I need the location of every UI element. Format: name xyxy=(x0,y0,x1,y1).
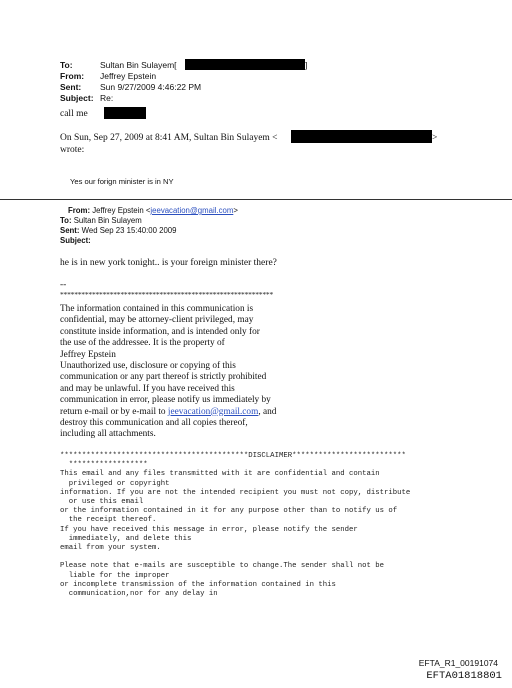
redaction-to-email xyxy=(185,59,308,70)
quote-intro-line: On Sun, Sep 27, 2009 at 8:41 AM, Sultan Bin Sulayem < xyxy=(60,133,278,143)
header2-from-value: Jeffrey Epstein < xyxy=(92,206,151,215)
notice-line: including all attachments. xyxy=(60,429,156,440)
disclaimer-line: communication,nor for any delay in xyxy=(60,590,218,599)
notice-line: constitute inside information, and is intended only for xyxy=(60,326,260,337)
disclaimer-line: information. If you are not the intended recipient you must not copy, distribute xyxy=(60,488,411,497)
notice-line: destroy this communication and all copies thereof, xyxy=(60,418,248,429)
disclaimer-line: Please note that e-mails are susceptible to change.The sender shall not be xyxy=(60,562,385,571)
from-value: Jeffrey Epstein xyxy=(100,71,157,81)
disclaimer-line: This email and any files transmitted with it are confidential and contain xyxy=(60,470,380,479)
footer-id-2: EFTA01818801 xyxy=(426,670,502,682)
from-label: From: xyxy=(60,71,85,81)
disclaimer-line xyxy=(60,553,410,562)
notice-email-link[interactable]: jeevacation@gmail.com xyxy=(167,406,259,417)
quote-wrote: wrote: xyxy=(60,145,85,155)
notice-email-pre: return e-mail or by e-mail to xyxy=(60,406,168,417)
sent-value: Sun 9/27/2009 4:46:22 PM xyxy=(100,82,202,92)
disclaimer-line: or use this email xyxy=(60,498,144,507)
disclaimer-line: *******************************************DISCLAIMER************************** xyxy=(60,452,406,460)
notice-line: and may be unlawful. If you have received this xyxy=(60,383,235,394)
to-label: To: xyxy=(60,60,73,70)
mono-disclaimer xyxy=(60,452,410,599)
disclaimer-line: liable for the improper xyxy=(60,571,170,580)
disclaimer-line: or the information contained in it for any purpose other than to notify us of xyxy=(60,507,398,516)
sent-label: Sent: xyxy=(60,82,82,92)
disclaimer-line: or incomplete transmission of the information contained in this xyxy=(60,580,336,589)
notice-line: The information contained in this communication is xyxy=(60,304,254,314)
notice-email-post: , and xyxy=(258,406,277,417)
email-header-2 xyxy=(60,206,238,246)
header2-from-end: > xyxy=(233,206,238,215)
header2-from-email[interactable]: jeevacation@gmail.com xyxy=(150,206,234,215)
to-value: Sultan Bin Sulayem[ xyxy=(100,60,177,70)
redaction-sender-email xyxy=(291,130,432,143)
notice-email-line xyxy=(60,407,276,418)
subject-label: Subject: xyxy=(60,93,94,103)
notice-line: communication or any part thereof is strictly prohibited xyxy=(60,372,267,383)
section-divider xyxy=(0,199,512,200)
notice-line: the use of the addressee. It is the property of xyxy=(60,338,225,349)
header2-subject-label: Subject: xyxy=(60,236,91,245)
signature-dashes: -- xyxy=(60,280,67,290)
disclaimer-line: privileged or copyright xyxy=(60,479,170,488)
reply-text: Yes our forign minister is in NY xyxy=(70,177,174,186)
redaction-phone xyxy=(104,107,146,119)
header2-to-value: Sultan Bin Sulayem xyxy=(73,216,142,225)
notice-line: communication in error, please notify us immediately by xyxy=(60,395,271,406)
footer-id-1: EFTA_R1_00191074 xyxy=(418,658,498,668)
call-me-text: call me xyxy=(60,109,88,119)
signature-stars: ************************************************************ xyxy=(60,290,274,299)
disclaimer-line: If you have received this message in error, please notify the sender xyxy=(60,525,358,534)
notice-line: Unauthorized use, disclosure or copying of this xyxy=(60,361,236,372)
to-bracket: ] xyxy=(305,60,308,70)
disclaimer-line: immediately, and delete this xyxy=(60,534,192,543)
header2-sent-value: Wed Sep 23 15:40:00 2009 xyxy=(81,226,177,235)
foreign-minister-text: he is in new york tonight.. is your foreign minister there? xyxy=(60,258,277,268)
notice-line: confidential, may be attorney-client privileged, may xyxy=(60,315,254,326)
disclaimer-line: ****************** xyxy=(60,461,148,470)
disclaimer-line: email from your system. xyxy=(60,544,161,553)
disclaimer-line: the receipt thereof. xyxy=(60,516,157,525)
header2-sent-label: Sent: xyxy=(60,226,80,235)
subject-value: Re: xyxy=(100,93,114,103)
confidentiality-notice xyxy=(60,304,276,441)
notice-line: Jeffrey Epstein xyxy=(60,349,116,360)
quote-intro-end: > xyxy=(432,133,438,143)
header2-to-label: To: xyxy=(60,216,72,225)
header2-from-label: From: xyxy=(68,206,91,215)
